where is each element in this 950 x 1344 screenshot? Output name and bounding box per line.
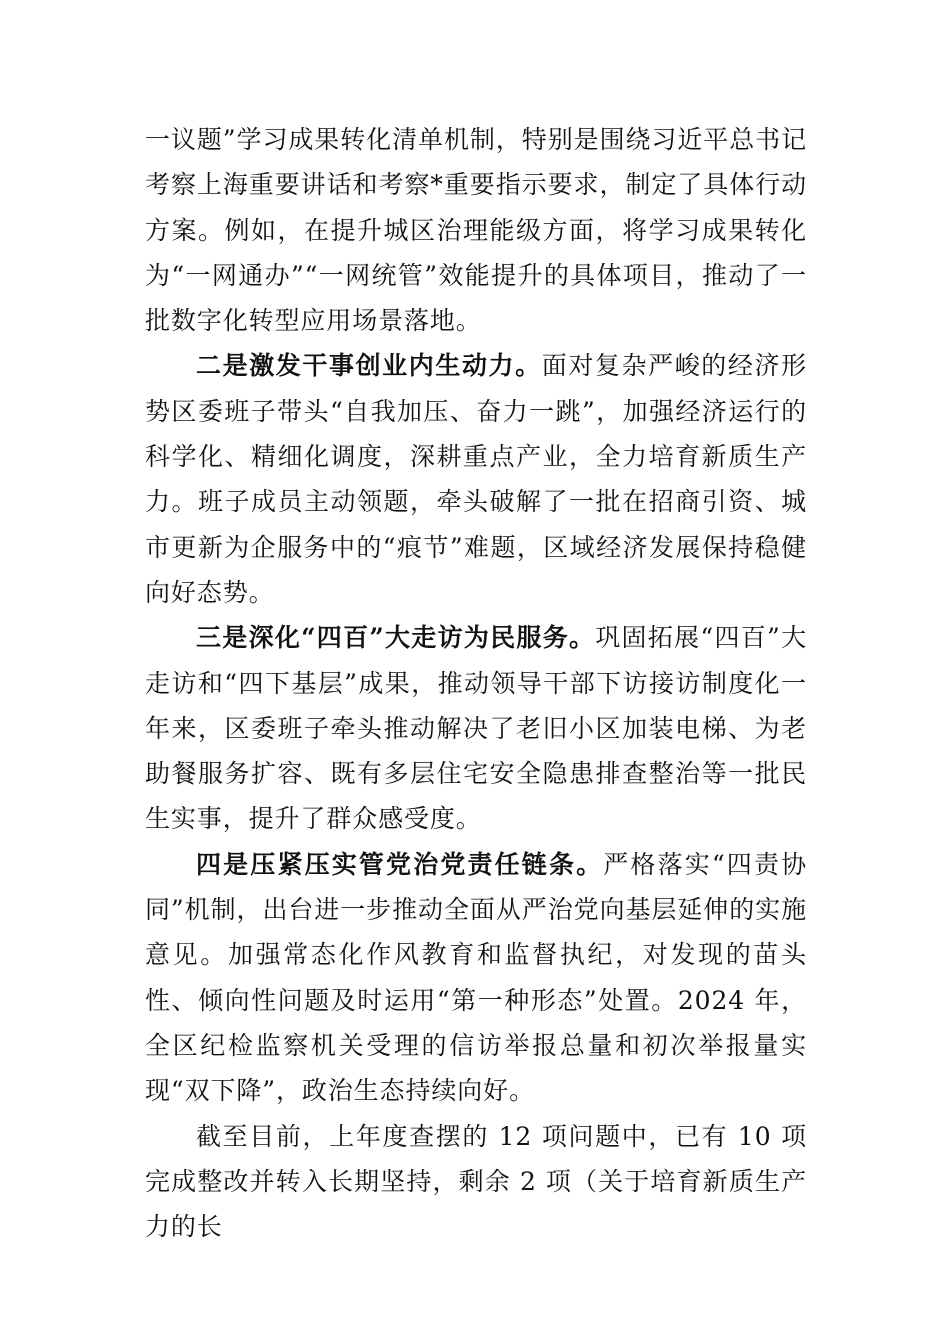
paragraph-item-2 (145, 343, 807, 615)
paragraph-text: 截至目前，上年度查摆的 12 项问题中，已有 10 项完成整改并转入长期坚持，剩余 2 项（关于培育新质生产力的长 (145, 1121, 807, 1242)
paragraph-item-3 (145, 615, 807, 841)
paragraph-continuation (145, 117, 807, 343)
document-body (145, 117, 807, 1249)
paragraph-summary (145, 1114, 807, 1250)
paragraph-text: 严格落实“四责协同”机制，出台进一步推动全面从严治党向基层延伸的实施意见。加强常态化作风教育和监督执纪，对发现的苗头性、倾向性问题及时运用“第一种形态”处置。2024 年，全区纪检监察机关受理的信访举报总量和初次举报量实现“双下降”，政治生态持续向好。 (145, 849, 807, 1106)
paragraph-heading: 三是深化“四百”大走访为民服务。 (196, 623, 596, 653)
paragraph-text: 巩固拓展“四百”大走访和“四下基层”成果，推动领导干部下访接访制度化一年来，区委班子牵头推动解决了老旧小区加装电梯、为老助餐服务扩容、既有多层住宅安全隐患排查整治等一批民生实事，提升了群众感受度。 (145, 623, 807, 834)
paragraph-heading: 四是压紧压实管党治党责任链条。 (196, 849, 604, 879)
paragraph-text: 一议题”学习成果转化清单机制，特别是围绕习近平总书记考察上海重要讲话和考察*重要指示要求，制定了具体行动方案。例如，在提升城区治理能级方面，将学习成果转化为“一网通办”“一网统管”效能提升的具体项目，推动了一批数字化转型应用场景落地。 (145, 125, 807, 336)
paragraph-heading: 二是激发干事创业内生动力。 (196, 351, 542, 381)
paragraph-text: 面对复杂严峻的经济形势区委班子带头“自我加压、奋力一跳”，加强经济运行的科学化、精细化调度，深耕重点产业，全力培育新质生产力。班子成员主动领题，牵头破解了一批在招商引资、城市更新为企服务中的“痕节”难题，区域经济发展保持稳健向好态势。 (145, 351, 807, 607)
paragraph-item-4 (145, 842, 807, 1114)
